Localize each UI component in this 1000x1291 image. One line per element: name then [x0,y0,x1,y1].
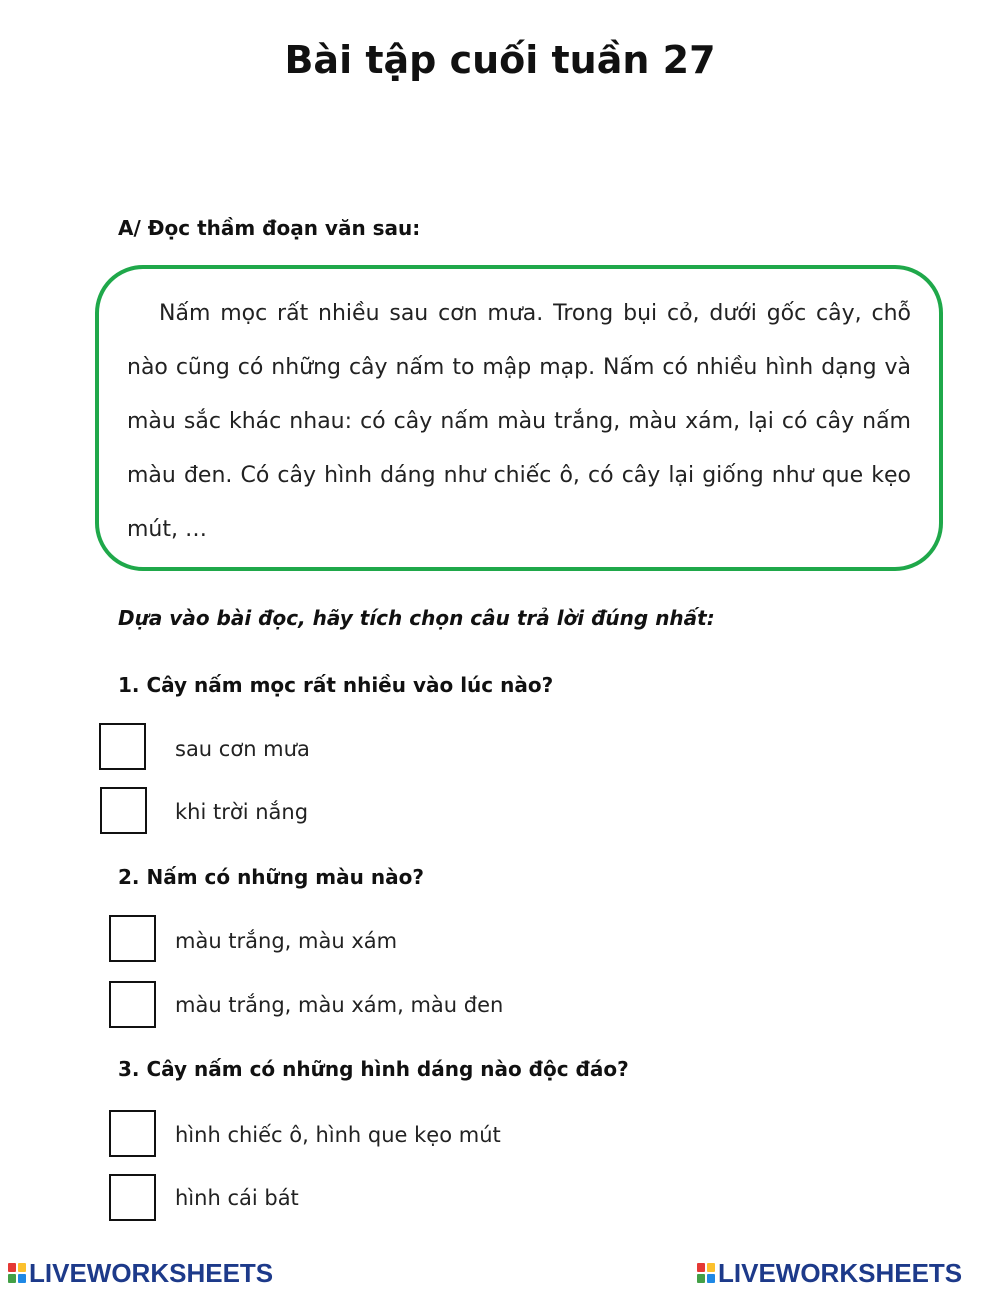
q3-option-1-checkbox[interactable] [109,1110,156,1157]
question-1: 1. Cây nấm mọc rất nhiều vào lúc nào? [118,673,554,697]
page-title: Bài tập cuối tuần 27 [284,38,716,82]
q3-option-2-label: hình cái bát [175,1186,299,1210]
q1-option-2-label: khi trời nắng [175,800,309,824]
q3-option-1-label: hình chiếc ô, hình que kẹo mút [175,1123,501,1147]
q1-option-2-checkbox[interactable] [100,787,147,834]
q2-option-1-label: màu trắng, màu xám [175,929,398,953]
question-3: 3. Cây nấm có những hình dáng nào độc đáo? [118,1057,629,1081]
q2-option-2-label: màu trắng, màu xám, màu đen [175,993,504,1017]
logo-blocks-icon [8,1263,26,1283]
passage-box [95,265,943,571]
logo-text-left: LIVEWORKSHEETS [29,1257,274,1288]
liveworksheets-logo-left [8,1258,273,1288]
reading-passage: Nấm mọc rất nhiều sau cơn mưa. Trong bụi cỏ, dưới gốc cây, chỗ nào cũng có những cây nấm to mập mạp. Nấm có nhiều hình dạng và màu sắc khác nhau: có cây nấm màu trắng, màu xám, lại có cây nấm màu đen. Có cây hình dáng như chiếc ô, có cây lại giống như que kẹo mút, … [127,301,911,542]
section-a-heading: A/ Đọc thầm đoạn văn sau: [118,216,421,240]
instruction-text: Dựa vào bài đọc, hãy tích chọn câu trả lời đúng nhất: [118,606,715,630]
q2-option-1-checkbox[interactable] [109,915,156,962]
q1-option-1-checkbox[interactable] [99,723,146,770]
logo-blocks-icon [697,1263,715,1283]
question-2: 2. Nấm có những màu nào? [118,865,424,889]
q2-option-2-checkbox[interactable] [109,981,156,1028]
q3-option-2-checkbox[interactable] [109,1174,156,1221]
liveworksheets-logo-right [697,1258,962,1288]
q1-option-1-label: sau cơn mưa [175,737,310,761]
logo-text-right: LIVEWORKSHEETS [718,1257,963,1288]
